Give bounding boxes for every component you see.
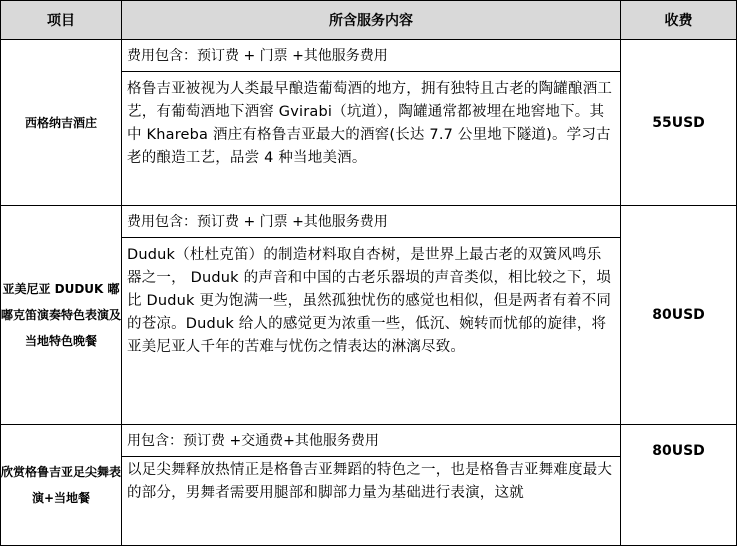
item-name: 亚美尼亚 DUDUK 嘟嘟克笛演奏特色表演及当地特色晚餐 (1, 206, 122, 425)
fee-includes: 费用包含：预订费 + 门票 +其他服务费用 (122, 40, 621, 72)
fee-value: 80USD (621, 425, 737, 546)
table-row (1, 40, 737, 72)
header-fee: 收费 (621, 1, 737, 40)
fee-value: 80USD (621, 206, 737, 425)
item-description: Duduk（杜杜克笛）的制造材料取自杏树，是世界上最古老的双簧风鸣乐器之一， Duduk 的声音和中国的古老乐器埙的声音类似，相比较之下，埙比 Duduk 更为饱满一些，虽然孤独忧伤的感觉也相似，但是两者有着不同的苍凉。Duduk 给人的感觉更为浓重一些，低沉、婉转而忧郁的旋律，将亚美尼亚人千年的苦难与忧伤之情表达的淋漓尽致。 (122, 238, 621, 425)
item-name: 西格纳吉酒庄 (1, 40, 122, 206)
fee-includes: 用包含：预订费 +交通费+其他服务费用 (122, 425, 621, 457)
item-description: 以足尖舞释放热情正是格鲁吉亚舞蹈的特色之一，也是格鲁吉亚舞难度最大的部分，男舞者需要用腿部和脚部力量为基础进行表演，这就 (127, 462, 613, 501)
item-name: 欣赏格鲁吉亚足尖舞表演+当地餐 (1, 425, 122, 546)
header-row (1, 1, 737, 40)
item-description-cell (122, 457, 621, 546)
fee-value: 55USD (621, 40, 737, 206)
table-row (1, 206, 737, 238)
fee-includes: 费用包含：预订费 + 门票 +其他服务费用 (122, 206, 621, 238)
header-item: 项目 (1, 1, 122, 40)
table-row (1, 425, 737, 457)
item-description: 格鲁吉亚被视为人类最早酿造葡萄酒的地方，拥有独特且古老的陶罐酿酒工艺，有葡萄酒地下酒窖 Gvirabi（坑道），陶罐通常都被埋在地窖地下。其中 Khareba 酒庄有格鲁吉亚最大的酒窖(长达 7.7 公里地下隧道)。学习古老的酿造工艺，品尝 4 种当地美酒。 (122, 72, 621, 206)
header-services: 所含服务内容 (122, 1, 621, 40)
